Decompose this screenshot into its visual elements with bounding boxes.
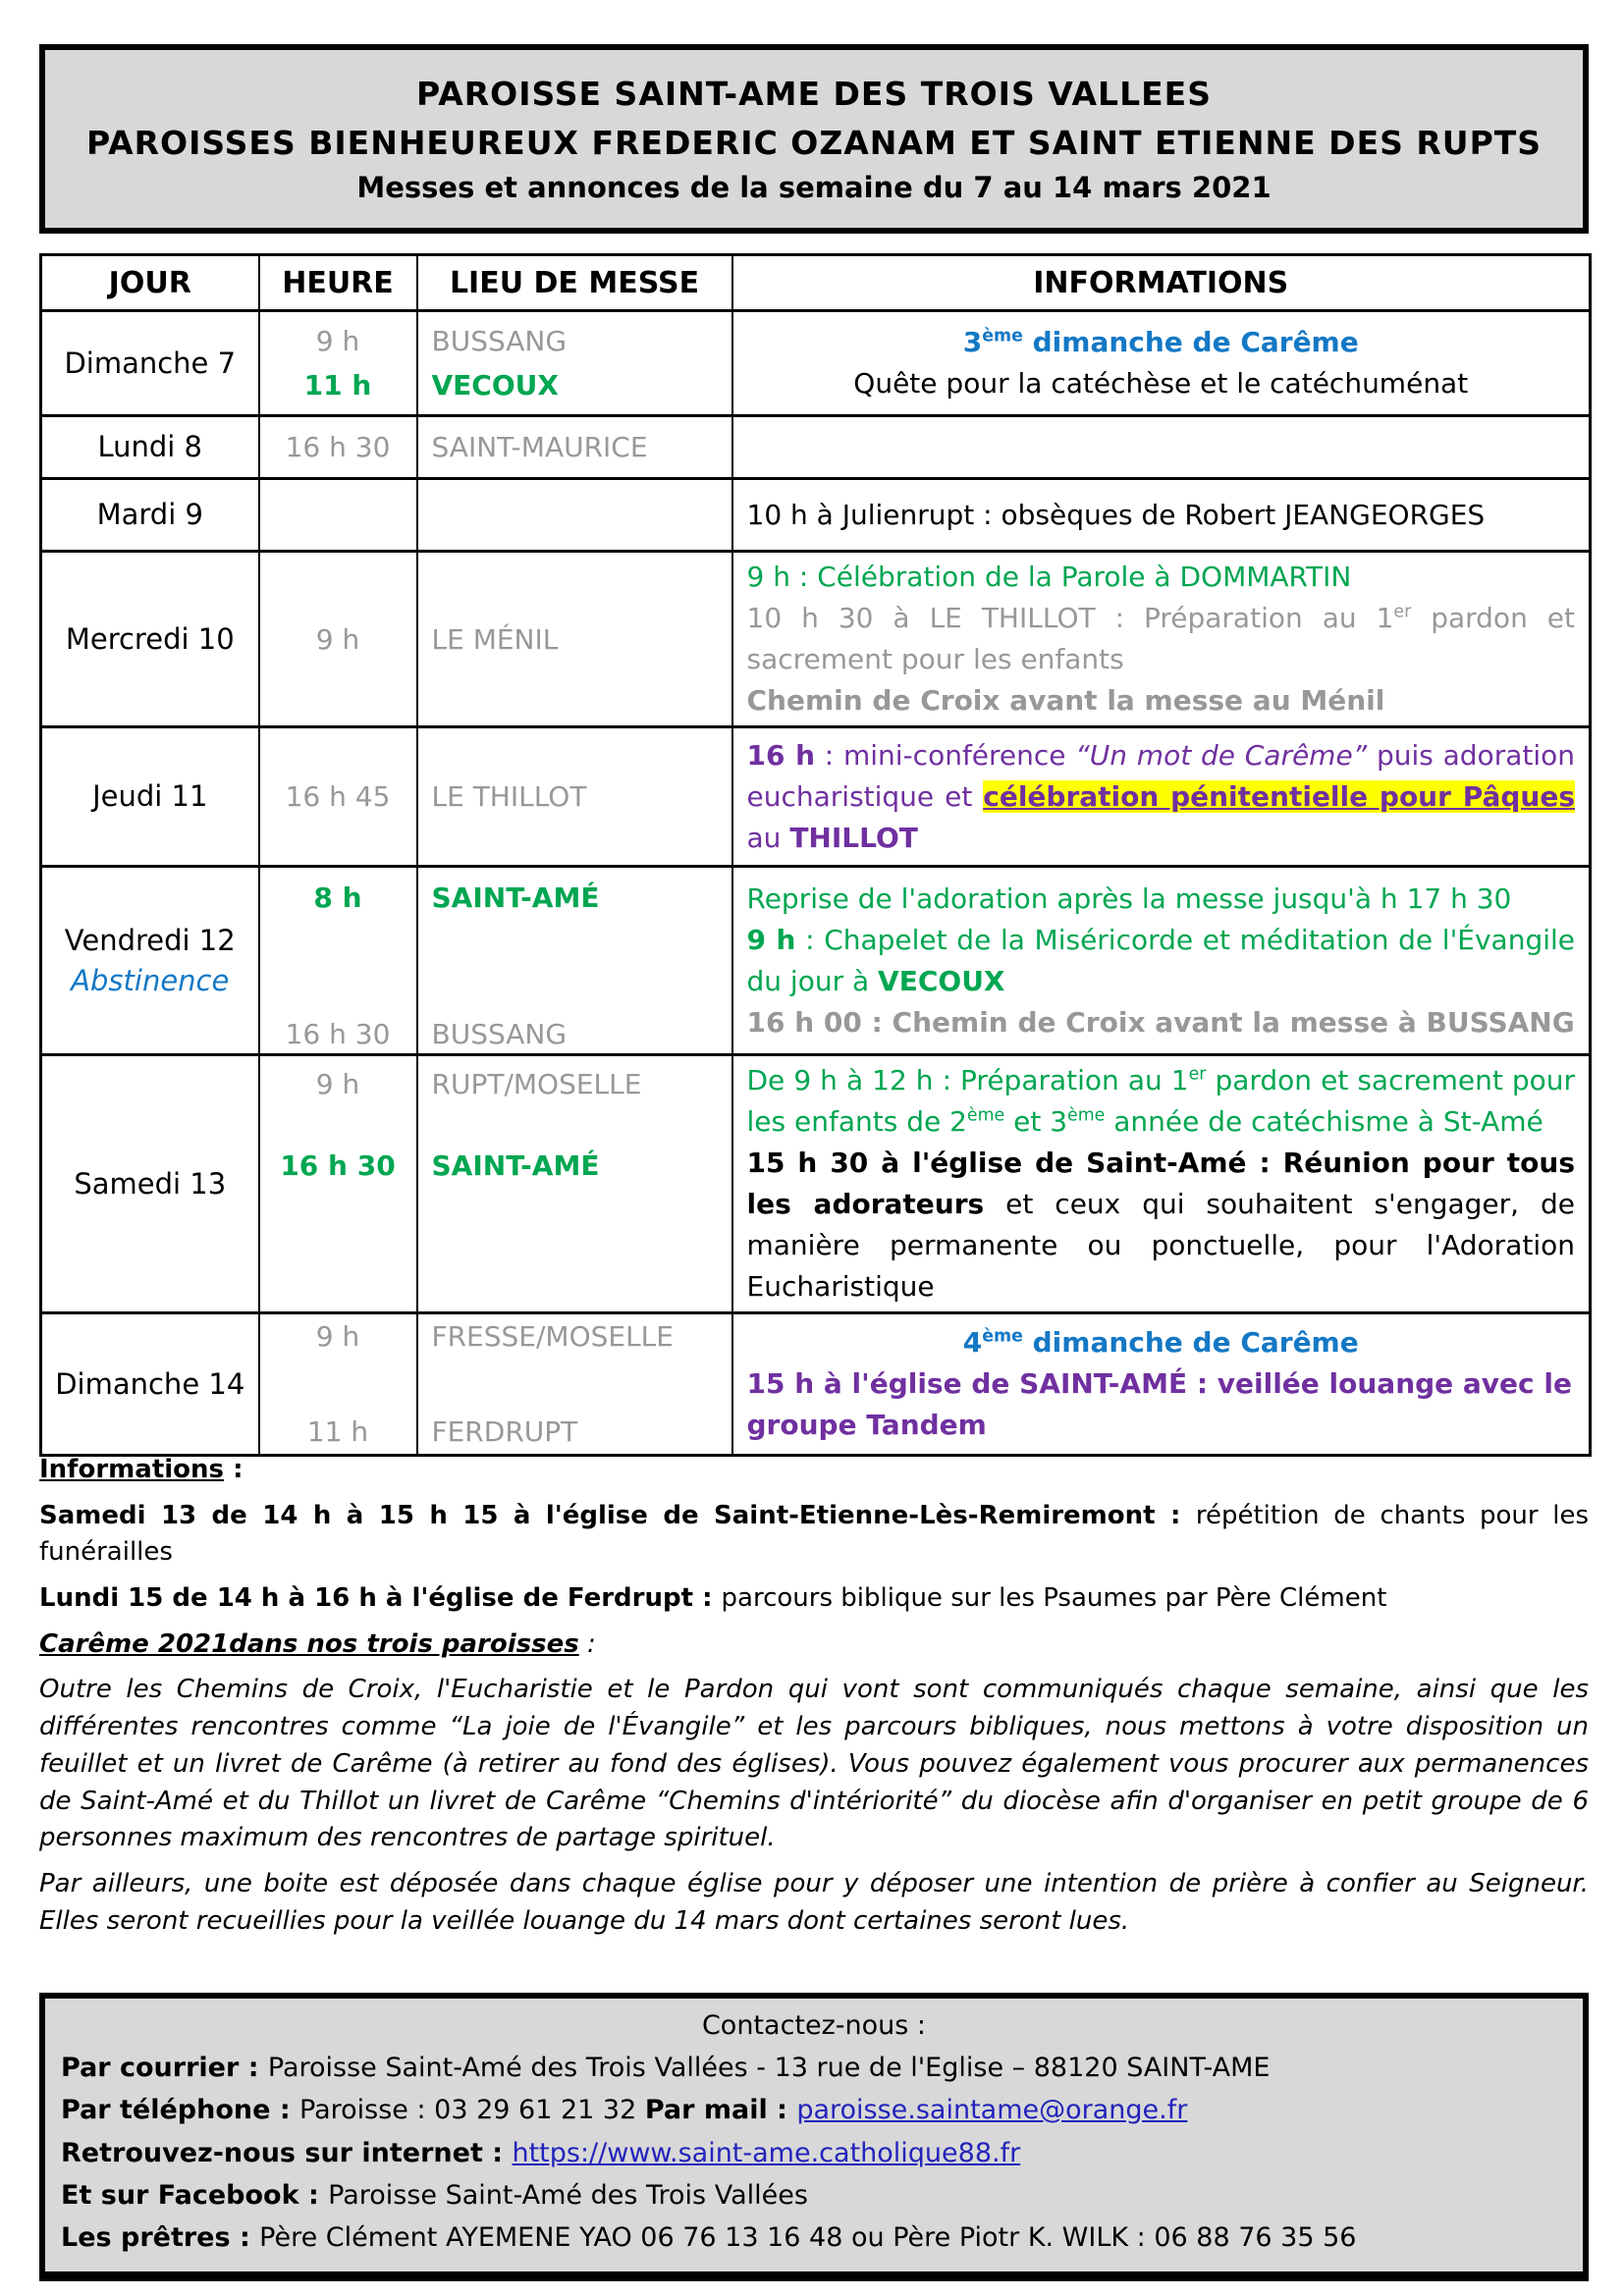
table-row-lundi-8 [41, 416, 1591, 479]
text-segment: Chemin de Croix avant la messe au Ménil [746, 684, 1385, 717]
text-segment: THILLOT [789, 821, 918, 854]
text-segment: LE MÉNIL [431, 622, 559, 656]
text-segment: puis adoration eucharistique et [746, 738, 1575, 813]
text-segment: LE THILLOT [431, 780, 587, 813]
text-line [43, 427, 257, 467]
text-segment: Abstinence [71, 963, 230, 997]
text-segment: RUPT/MOSELLE [431, 1068, 642, 1100]
text-line [432, 780, 731, 813]
cell-day [41, 416, 259, 479]
column-header-heure: HEURE [259, 255, 417, 311]
text-segment: Les prêtres : [61, 2221, 260, 2253]
text-segment: célébration pénitentielle pour Pâques [983, 779, 1575, 813]
cell-lieu [417, 416, 732, 479]
text-line [432, 431, 731, 463]
text-line [747, 322, 1576, 363]
text-segment: année de catéchisme à St-Amé [1105, 1105, 1543, 1138]
text-segment: dimanche de Carême [1022, 326, 1359, 358]
text-segment: Par mail : [644, 2095, 797, 2126]
text-segment: : mini-conférence [815, 738, 1076, 772]
cell-lieu [417, 1313, 732, 1456]
text-line [61, 2047, 1567, 2089]
text-line [747, 598, 1576, 680]
text-line [432, 369, 731, 401]
cell-lieu [417, 867, 732, 1055]
text-segment: parcours biblique sur les Psaumes par Père Clément [721, 1583, 1387, 1614]
text-line [261, 881, 415, 914]
text-segment: Par courrier : [61, 2053, 268, 2084]
text-line [43, 961, 257, 1001]
text-segment: Paroisse Saint-Amé des Trois Vallées - 13 rue de l'Eglise – 88120 SAINT-AME [267, 2053, 1271, 2084]
text-segment: : Chapelet de la Miséricorde et méditation de l'Évangile du jour à [746, 923, 1576, 997]
cell-info [732, 416, 1591, 479]
text-line [61, 2132, 1567, 2174]
text-segment: Contactez-nous : [701, 2010, 927, 2041]
text-segment: 16 h 30 [285, 1018, 391, 1050]
text-segment: pardon et sacrement pour les enfants de 2 [746, 1064, 1576, 1138]
text-line [747, 680, 1576, 721]
text-segment: BUSSANG [431, 1018, 568, 1050]
text-line [432, 881, 731, 914]
cell-heure [259, 552, 417, 727]
text-segment: dimanche de Carême [1022, 1326, 1359, 1359]
text-line [261, 369, 415, 401]
text-segment: 9 h [746, 923, 796, 956]
careme-heading [39, 1627, 1589, 1664]
text-segment: 9 h : Célébration de la Parole à DOMMARTIN [746, 561, 1352, 593]
text-segment: 11 h [306, 1415, 369, 1448]
text-line [43, 619, 257, 660]
text-segment: 9 h [315, 622, 360, 656]
text-line [261, 431, 415, 463]
cell-info [732, 1055, 1591, 1313]
text-segment: Dimanche 14 [55, 1366, 245, 1401]
text-segment: “Un mot de Carême” [1075, 738, 1368, 772]
text-line [261, 1149, 415, 1182]
text-segment: Paroisse Saint-Amé des Trois Vallées [328, 2179, 808, 2211]
cell-info [732, 552, 1591, 727]
text-segment: 16 h 45 [285, 780, 391, 813]
cell-heure [259, 867, 417, 1055]
cell-info [732, 727, 1591, 867]
text-segment: SAINT-AMÉ [431, 881, 600, 914]
text-segment: Père Clément AYEMENE YAO 06 76 13 16 48 ou Père Piotr K. WILK : 06 88 76 35 56 [259, 2221, 1357, 2253]
text-segment: Outre les Chemins de Croix, l'Eucharistie et le Pardon qui vont sont communiqués chaque semaine, ainsi que les différentes rencontres comme “La joie de l'Évangile” et les parcours bibliques, nous mettons à votre disposition un feuillet et un livret de Carême (à retirer au fond des églises). Vous pouvez également vous procurer aux permanences de Saint-Amé et du Thillot un livret de Carême “Chemins d'intériorité” du diocèse afin d'organiser en petit groupe de 6 personnes maximum des rencontres de partage spirituel. [39, 1675, 1589, 1853]
text-segment: Retrouvez-nous sur internet : [61, 2137, 513, 2168]
text-segment: 16 h 00 : Chemin de Croix avant la messe à BUSSANG [746, 1005, 1575, 1039]
column-header-jour: JOUR [41, 255, 259, 311]
text-line [39, 1866, 1589, 1940]
text-line [43, 1164, 257, 1204]
text-segment: Et sur Facebook : [61, 2179, 329, 2211]
text-segment: ème [982, 326, 1023, 347]
text-line [432, 1068, 731, 1100]
website-link[interactable]: https://www.saint-ame.catholique88.fr [512, 2137, 1021, 2168]
text-line [432, 1149, 731, 1182]
text-segment: Carême 2021dans nos trois paroisses [39, 1629, 579, 1659]
text-segment: 11 h [303, 369, 372, 401]
cell-lieu [417, 479, 732, 552]
text-segment: 15 h 30 à l'église de Saint-Amé : Réunion pour tous les adorateurs [746, 1147, 1575, 1220]
text-segment: De 9 h à 12 h : Préparation au 1 [746, 1064, 1189, 1096]
text-segment: 3 [962, 326, 983, 358]
text-segment: pardon et sacrement pour les enfants [746, 602, 1575, 675]
text-line [432, 1320, 731, 1353]
text-segment: BUSSANG [431, 325, 568, 357]
document-title-box [39, 44, 1589, 234]
table-row-vendredi-12 [41, 867, 1591, 1055]
contact-title [61, 2004, 1567, 2047]
text-line [261, 1018, 415, 1050]
text-segment: 16 h 30 [285, 431, 391, 463]
cell-info [732, 867, 1591, 1055]
text-line [43, 495, 257, 535]
cell-heure [259, 479, 417, 552]
text-line [43, 776, 257, 817]
text-line [261, 1320, 415, 1353]
text-segment: ème [1067, 1105, 1106, 1126]
cell-day [41, 552, 259, 727]
text-line [261, 623, 415, 656]
text-segment: 16 h [746, 738, 816, 772]
cell-day [41, 311, 259, 416]
text-line [61, 2216, 1567, 2259]
mass-schedule-table [39, 253, 1592, 1457]
text-segment: er [1393, 602, 1412, 622]
text-segment: 9 h [315, 1068, 360, 1100]
text-line [261, 780, 415, 813]
cell-heure [259, 1313, 417, 1456]
table-row-jeudi-11 [41, 727, 1591, 867]
text-line [39, 1672, 1589, 1856]
page-title-line2: PAROISSES BIENHEUREUX FREDERIC OZANAM ET SAINT ETIENNE DES RUPTS [85, 123, 1543, 162]
text-line [432, 1018, 731, 1050]
informations-heading [39, 1452, 1589, 1489]
text-segment: Par ailleurs, une boite est déposée dans chaque église pour y déposer une intention de prière à confier au Seigneur. Elles seront recueillies pour la veillée louange du 14 mars dont certaines seront lues. [39, 1868, 1589, 1936]
text-segment: Dimanche 7 [64, 346, 237, 380]
text-segment: Lundi 8 [97, 430, 203, 464]
table-row-mercredi-10 [41, 552, 1591, 727]
informations-section [39, 1443, 1589, 1949]
text-segment: répétition de chants pour les funérailles [39, 1500, 1589, 1568]
text-segment: Quête pour la catéchèse et le catéchuménat [853, 367, 1469, 400]
text-segment: VECOUX [431, 369, 559, 401]
text-segment: Paroisse : 03 29 61 21 32 [299, 2095, 645, 2126]
column-header-lieu: LIEU DE MESSE [417, 255, 732, 311]
table-row-mardi-9 [41, 479, 1591, 552]
text-line [747, 1143, 1576, 1308]
text-line [261, 1068, 415, 1100]
page-title-line1: PAROISSE SAINT-AME DES TROIS VALLEES [416, 75, 1212, 113]
contact-box [39, 1993, 1589, 2281]
text-line [747, 1363, 1576, 1446]
cell-day [41, 727, 259, 867]
cell-heure [259, 1055, 417, 1313]
table-header-row [41, 255, 1591, 311]
cell-lieu [417, 727, 732, 867]
text-line [747, 557, 1576, 598]
cell-info [732, 479, 1591, 552]
text-segment: 16 h 30 [280, 1149, 396, 1182]
text-segment: er [1188, 1064, 1207, 1085]
text-segment: Jeudi 11 [92, 779, 208, 814]
text-segment: : [224, 1455, 244, 1484]
text-line [747, 920, 1576, 1002]
cell-heure [259, 727, 417, 867]
page-title-line3: Messes et annonces de la semaine du 7 au 14 mars 2021 [356, 171, 1272, 204]
text-line [747, 1322, 1576, 1363]
text-segment: 9 h [315, 325, 360, 357]
text-line [747, 1002, 1576, 1043]
text-line [43, 344, 257, 384]
text-segment: Lundi 15 de 14 h à 16 h à l'église de Ferdrupt : [39, 1583, 722, 1614]
text-segment: Reprise de l'adoration après la messe jusqu'à h 17 h 30 [746, 881, 1512, 915]
cell-heure [259, 416, 417, 479]
text-line [39, 1580, 1589, 1618]
text-segment: VECOUX [878, 964, 1005, 997]
text-segment: et ceux qui souhaitent s'engager, de manière permanente ou ponctuelle, pour l'Adoration Eucharistique [746, 1188, 1575, 1303]
text-segment: Samedi 13 [74, 1166, 227, 1201]
text-segment: et 3 [1004, 1105, 1068, 1138]
table-row-dimanche-14 [41, 1313, 1591, 1456]
cell-day [41, 1055, 259, 1313]
cell-info [732, 1313, 1591, 1456]
text-line [747, 735, 1576, 859]
text-segment: FERDRUPT [431, 1415, 578, 1448]
text-segment: Vendredi 12 [64, 923, 236, 957]
text-segment: Mercredi 10 [65, 621, 235, 656]
text-line [747, 363, 1576, 404]
text-segment: Mardi 9 [96, 498, 203, 532]
text-line [747, 495, 1576, 536]
cell-day [41, 1313, 259, 1456]
text-line [61, 2089, 1567, 2131]
text-line [261, 325, 415, 357]
cell-lieu [417, 1055, 732, 1313]
cell-lieu [417, 552, 732, 727]
table-row-dimanche-7 [41, 311, 1591, 416]
text-line [39, 1498, 1589, 1572]
cell-day [41, 867, 259, 1055]
cell-day [41, 479, 259, 552]
text-line [747, 879, 1576, 920]
text-segment: SAINT-MAURICE [431, 431, 648, 463]
cell-heure [259, 311, 417, 416]
text-line [43, 921, 257, 961]
text-line [61, 2174, 1567, 2216]
text-segment: Informations [39, 1455, 225, 1484]
text-segment: ème [982, 1326, 1023, 1347]
text-line [432, 325, 731, 357]
cell-lieu [417, 311, 732, 416]
text-segment: 10 h 30 à LE THILLOT : Préparation au 1 [746, 602, 1394, 634]
text-segment: 10 h à Julienrupt : obsèques de Robert JEANGEORGES [746, 498, 1486, 531]
text-segment: 4 [962, 1326, 983, 1359]
text-segment: Par téléphone : [61, 2095, 300, 2126]
text-segment: Samedi 13 de 14 h à 15 h 15 à l'église de Saint-Etienne-Lès-Remiremont : [39, 1500, 1196, 1530]
text-segment: au [746, 821, 790, 854]
text-line [43, 1364, 257, 1405]
text-line [432, 623, 731, 656]
email-link[interactable]: paroisse.saintame@orange.fr [796, 2095, 1188, 2126]
column-header-informations: INFORMATIONS [732, 255, 1591, 311]
text-segment: FRESSE/MOSELLE [431, 1320, 674, 1353]
text-line [747, 1060, 1576, 1143]
table-row-samedi-13 [41, 1055, 1591, 1313]
text-segment: ème [966, 1105, 1005, 1126]
text-segment: 9 h [315, 1320, 360, 1353]
cell-info [732, 311, 1591, 416]
text-segment: : [578, 1629, 596, 1659]
text-segment: 15 h à l'église de SAINT-AMÉ : veillée louange avec le groupe Tandem [746, 1367, 1572, 1441]
text-segment: SAINT-AMÉ [431, 1149, 600, 1182]
text-segment: 8 h [313, 881, 362, 914]
